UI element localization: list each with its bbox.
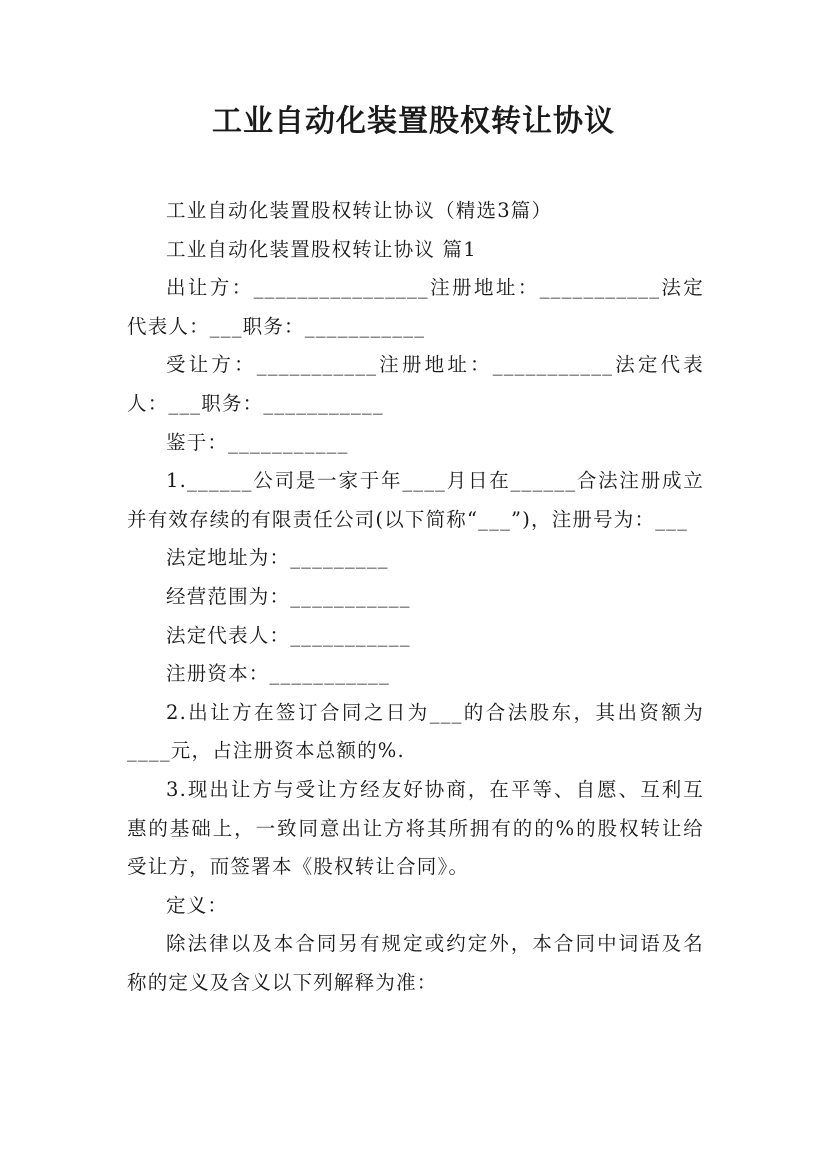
paragraph-clause-3: 3.现出让方与受让方经友好协商，在平等、自愿、互利互惠的基础上，一致同意出让方将其所拥有的的%的股权转让给受让方，而签署本《股权转让合同》。 (127, 777, 704, 879)
document-body (127, 192, 704, 1002)
paragraph-clause-1: 1.______公司是一家于年____月日在______合法注册成立并有效存续的有限责任公司(以下简称“___”)，注册号为：___ (127, 469, 704, 531)
paragraph-clause-2: 2.出让方在签订合同之日为___的合法股东，其出资额为____元，占注册资本总额的%. (127, 700, 704, 763)
paragraph-registered-capital: 注册资本：___________ (166, 662, 390, 686)
paragraph-whereas: 鉴于：___________ (166, 430, 349, 454)
paragraph-business-scope: 经营范围为：___________ (166, 584, 411, 608)
document-title: 工业自动化装置股权转让协议 (212, 104, 615, 139)
paragraph-legal-address: 法定地址为：_________ (166, 546, 389, 570)
paragraph-definitions-heading: 定义： (166, 893, 229, 917)
paragraph-article-heading: 工业自动化装置股权转让协议 篇1 (166, 237, 477, 261)
paragraph-legal-representative: 法定代表人：___________ (166, 623, 411, 647)
paragraph-definitions-intro: 除法律以及本合同另有规定或约定外，本合同中词语及名称的定义及含义以下列解释为准： (127, 932, 704, 994)
paragraph-selection-heading: 工业自动化装置股权转让协议（精选3篇） (166, 199, 553, 222)
paragraph-transferor: 出让方：________________注册地址：___________法定代表人：___职务：___________ (127, 276, 704, 338)
paragraph-transferee: 受让方：___________注册地址：___________法定代表人：___职务：___________ (127, 353, 704, 415)
